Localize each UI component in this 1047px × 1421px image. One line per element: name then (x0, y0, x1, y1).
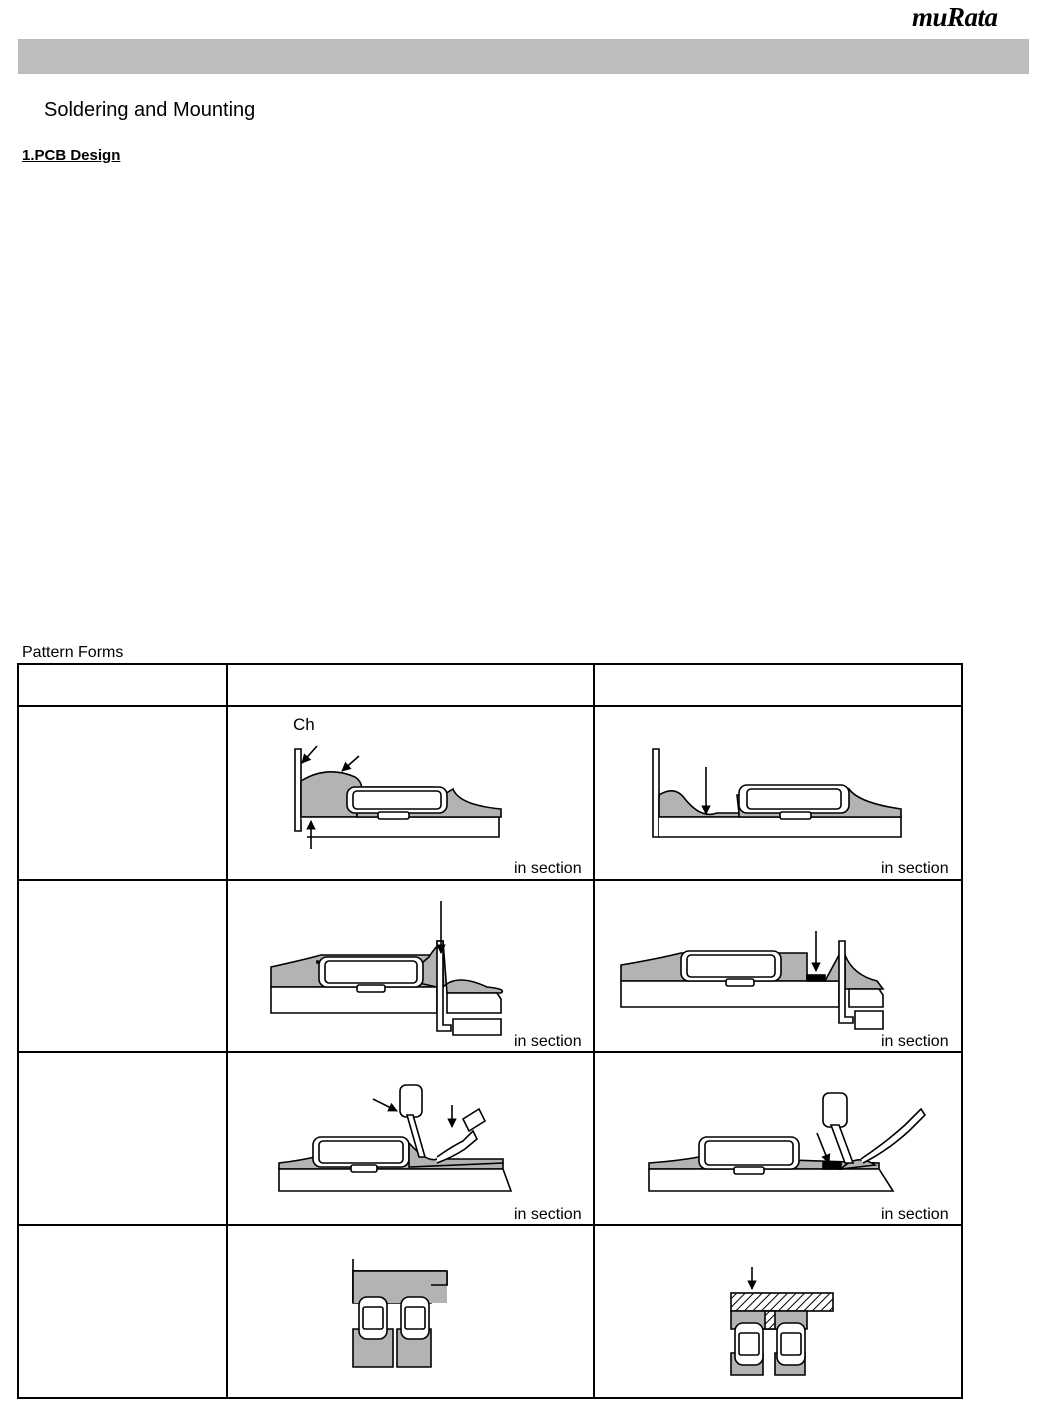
pattern-forms-table (17, 663, 963, 1399)
figure-chassis-bad (295, 746, 501, 849)
figure-chassis-good (653, 749, 901, 837)
figure-lead-bad (271, 901, 502, 1035)
in-section-label: in section (514, 1033, 582, 1050)
figure-retrofit-good (649, 1093, 925, 1191)
pattern-forms-drawing (17, 663, 963, 1399)
figure-shared-land-good (731, 1267, 833, 1375)
figure-shared-land-bad (353, 1259, 447, 1367)
section-title: Soldering and Mounting (44, 99, 256, 121)
in-section-label: in section (514, 1206, 582, 1223)
in-section-label: in section (514, 860, 582, 877)
figure-lead-good (621, 931, 883, 1029)
subsection-title: 1.PCB Design (22, 147, 121, 164)
in-section-label: in section (881, 1206, 949, 1223)
header-bar (18, 39, 1029, 74)
in-section-label: in section (881, 1033, 949, 1050)
table-caption: Pattern Forms (22, 644, 124, 661)
murata-logo: muRata (912, 2, 998, 32)
in-section-label: in section (881, 860, 949, 877)
chamfer-label: Ch (293, 715, 315, 734)
figure-retrofit-bad (279, 1085, 511, 1191)
